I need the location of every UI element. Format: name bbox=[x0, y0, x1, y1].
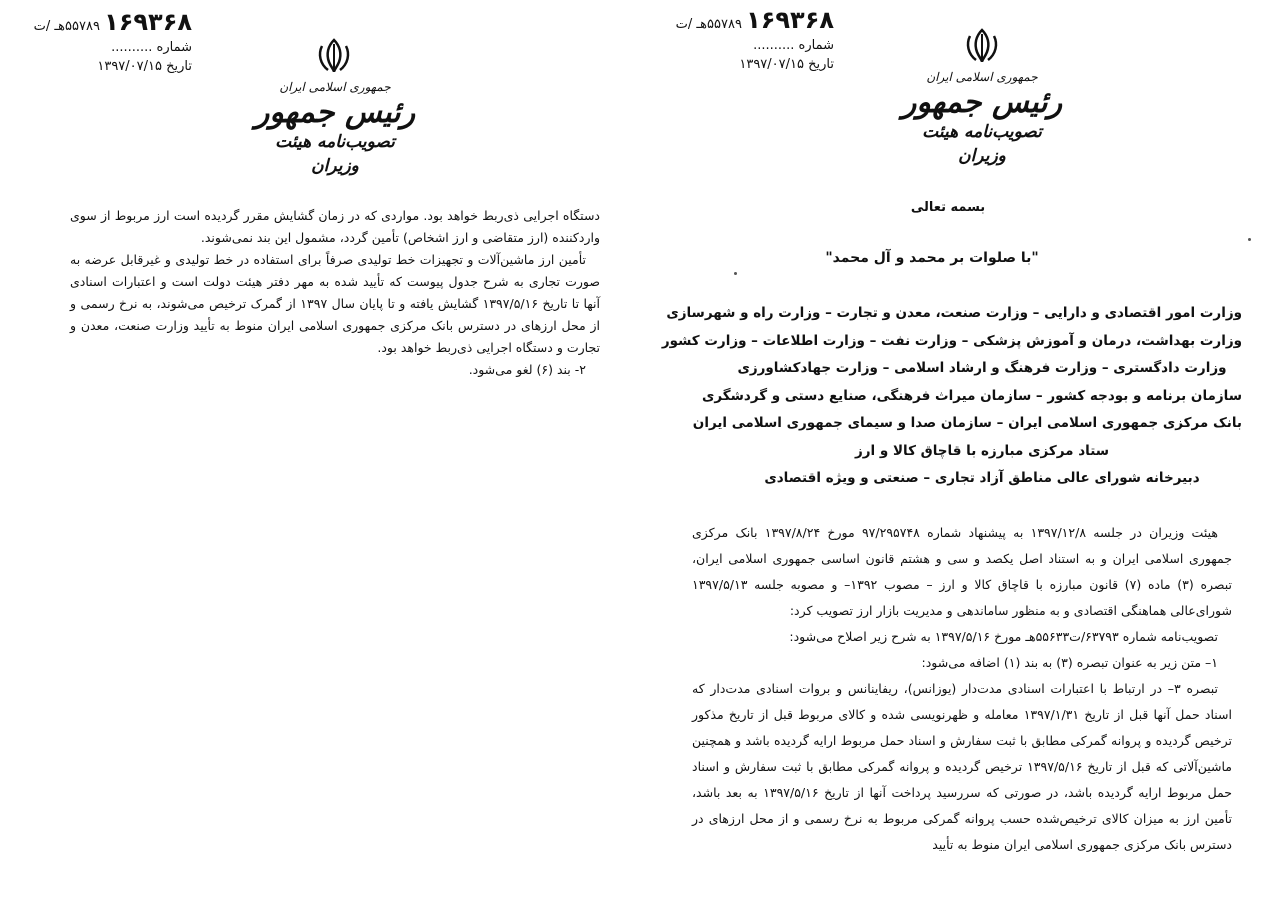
shomare-label: شماره bbox=[156, 40, 192, 55]
date-label: تاریخ bbox=[808, 57, 834, 72]
letter-date: ۱۳۹۷/۰۷/۱۵ bbox=[97, 59, 162, 74]
date-label: تاریخ bbox=[166, 59, 192, 74]
letter-big-number: ۱۶۹۳۶۸ bbox=[746, 6, 834, 34]
recipient-line: ستاد مرکزی مبارزه با قاچاق کالا و ارز bbox=[855, 442, 1109, 459]
left-paragraph-2: تأمین ارز ماشین‌آلات و تجهیزات خط تولیدی صرفاً برای استفاده در خط تولیدی و غیرقابل عرضه به صورت تجاری به شرح جدول پیوست که تأیید شده به مهر دفتر هیئت دولت است و اعتبارات اسنادی آنها تا تاریخ ۱۳۹۷/۵/۱۶ گشایش یافته و تا پایان سال ۱۳۹۷ از گمرک ترخیص می‌شوند، به نرخ رسمی و از محل ارزهای در دسترس بانک مرکزی جمهوری اسلامی ایران منوط به تأیید وزارت صنعت، معدن و تجارت و دستگاه اجرایی ذی‌ربط خواهد بود. bbox=[70, 252, 600, 355]
iran-emblem-icon bbox=[962, 26, 1002, 66]
right-paragraph-4: تبصره ۳– در ارتباط با اعتبارات اسنادی مدت‌دار (یوزانس)، ریفاینانس و بروات اسنادی مدت‌دار که اسناد حمل آنها قبل از تاریخ ۱۳۹۷/۱/۳۱ معامله و ظهرنویسی شده و کالای مربوط قبل از تاریخ مذکور ترخیص گردیده و پروانه گمرکی مطابق با ثبت سفارش و اسناد حمل مربوط ارایه گردیده باشد و همچنین ماشین‌آلاتی که قبل از تاریخ ۱۳۹۷/۵/۱۶ ترخیص گردیده و پروانه گمرکی مطابق با ثبت سفارش و اسناد حمل مربوط ارایه گردیده باشد، در صورتی که سررسید پرداخت آنها از تاریخ ۱۳۹۷/۵/۱۶ به بعد باشد، تأمین ارز به میزان کالای ترخیص‌شده حسب پروانه گمرکی مربوط به نرخ رسمی و از محل ارزهای در دسترس بانک مرکزی جمهوری اسلامی ایران منوط به تأیید bbox=[692, 681, 1233, 852]
letterhead-republic: جمهوری اسلامی ایران bbox=[279, 80, 391, 94]
left-body-text bbox=[70, 205, 600, 381]
recipient-line: سازمان برنامه و بودجه کشور – سازمان میراث فرهنگی، صنایع دستی و گردشگری bbox=[702, 387, 1242, 404]
letter-number-block: ۱۶۹۳۶۸ ۵۵۷۸۹هـ /ت شماره .......... تاریخ ۱۳۹۷/۰۷/۱۵ bbox=[33, 8, 192, 74]
recipient-line: وزارت امور اقتصادی و دارایی – وزارت صنعت، معدن و تجارت – وزارت راه و شهرسازی bbox=[666, 305, 1242, 321]
letterhead-president: رئیس جمهور bbox=[254, 95, 416, 130]
letter-big-number: ۱۶۹۳۶۸ bbox=[104, 8, 192, 36]
right-page bbox=[632, 0, 1264, 912]
right-paragraph-3: ۱– متن زیر به عنوان تبصره (۳) به بند (۱) اضافه می‌شود: bbox=[921, 655, 1218, 670]
right-paragraph-2: تصویب‌نامه شماره ۶۳۷۹۳/ت۵۵۶۳۳هـ مورخ ۱۳۹۷/۵/۱۶ به شرح زیر اصلاح می‌شود: bbox=[789, 629, 1218, 644]
recipients-list bbox=[661, 300, 1242, 493]
letter-number-block: ۱۶۹۳۶۸ ۵۵۷۸۹هـ /ت شماره .......... تاریخ ۱۳۹۷/۰۷/۱۵ bbox=[675, 6, 834, 72]
iran-emblem-icon bbox=[314, 36, 354, 76]
shomare-label: شماره bbox=[798, 38, 834, 53]
recipient-line: وزارت بهداشت، درمان و آموزش پزشکی – وزارت نفت – وزارت اطلاعات – وزارت کشور bbox=[661, 332, 1242, 349]
recipient-line: بانک مرکزی جمهوری اسلامی ایران – سازمان صدا و سیمای جمهوری اسلامی ایران bbox=[692, 415, 1242, 431]
left-paragraph-1: دستگاه اجرایی ذی‌ربط خواهد بود. مواردی که در زمان گشایش مقرر گردیده است ارز مربوط از سوی واردکننده (ارز متقاضی و ارز اشخاص) تأمین گردد، مشمول این بند نمی‌شوند. bbox=[70, 208, 600, 245]
right-paragraph-1: هیئت وزیران در جلسه ۱۳۹۷/۱۲/۸ به پیشنهاد شماره ۹۷/۲۹۵۷۴۸ مورخ ۱۳۹۷/۸/۲۴ بانک مرکزی جمهوری اسلامی ایران و به استناد اصل یکصد و سی و هشتم قانون اساسی جمهوری اسلامی ایران، تبصره (۳) ماده (۷) قانون مبارزه با قاچاق کالا و ارز – مصوب ۱۳۹۲– و مصوبه جلسه ۱۳۹۷/۵/۱۳ شورای‌عالی هماهنگی اقتصادی و به منظور ساماندهی و مدیریت بازار ارز تصویب کرد: bbox=[692, 525, 1232, 618]
letterhead-republic: جمهوری اسلامی ایران bbox=[926, 70, 1038, 84]
letter-number: ۵۵۷۸۹هـ /ت bbox=[33, 19, 100, 34]
scan-speck bbox=[734, 272, 737, 275]
letterhead bbox=[897, 68, 1067, 168]
left-paragraph-3: ۲- بند (۶) لغو می‌شود. bbox=[468, 362, 586, 377]
letterhead bbox=[250, 78, 420, 178]
letterhead-subtitle: تصویب‌نامه هیئت وزیران bbox=[922, 122, 1042, 166]
letter-number: ۵۵۷۸۹هـ /ت bbox=[675, 17, 742, 32]
salavat: "با صلوات بر محمد و آل محمد" bbox=[825, 250, 1039, 266]
right-body-text bbox=[692, 520, 1232, 858]
letterhead-subtitle: تصویب‌نامه هیئت وزیران bbox=[275, 132, 395, 176]
letterhead-president: رئیس جمهور bbox=[901, 85, 1063, 120]
basmala: بسمه تعالی bbox=[910, 200, 986, 215]
recipient-line: دبیرخانه شورای عالی مناطق آزاد تجاری – صنعتی و ویژه اقتصادی bbox=[764, 470, 1200, 486]
letter-date: ۱۳۹۷/۰۷/۱۵ bbox=[739, 57, 804, 72]
scan-speck bbox=[1248, 238, 1251, 241]
recipient-line: وزارت دادگستری – وزارت فرهنگ و ارشاد اسلامی – وزارت جهادکشاورزی bbox=[737, 360, 1227, 376]
